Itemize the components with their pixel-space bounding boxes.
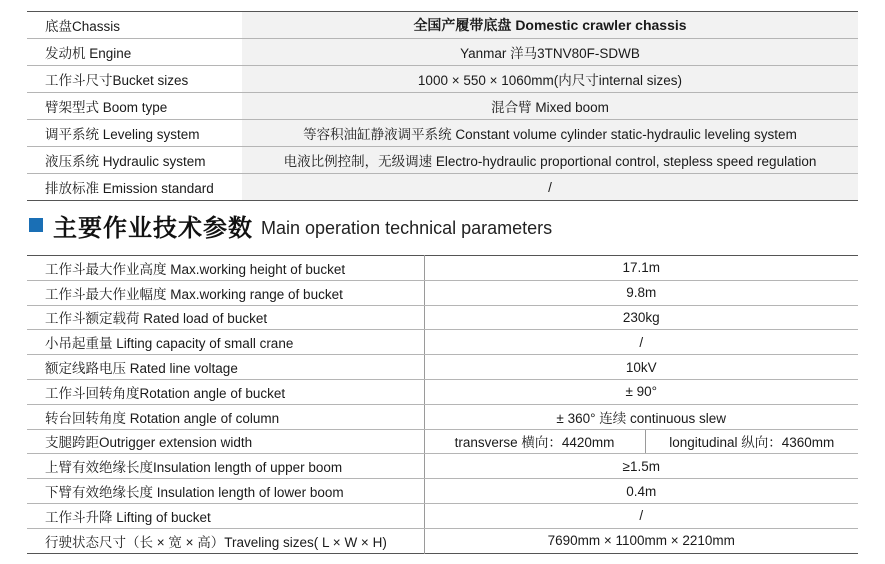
table-row [27,454,858,479]
param-label: 工作斗最大作业高度 Max.working height of bucket [27,256,424,281]
param-value: 10kV [424,355,858,380]
param-value: / [424,503,858,528]
spec-label: 底盘Chassis [27,12,242,39]
table-row [27,305,858,330]
param-value-transverse: transverse 横向：4420mm [424,429,645,454]
table-row [27,479,858,504]
param-label: 行驶状态尺寸（长 × 宽 × 高）Traveling sizes( L × W × H) [45,534,387,550]
spec-label: 调平系统 Leveling system [27,120,242,147]
spec-label: 臂架型式 Boom type [27,93,242,120]
chassis-spec-table [27,11,858,201]
param-value: / [424,330,858,355]
param-label: 工作斗升降 Lifting of bucket [27,503,424,528]
table-row [27,147,858,174]
param-value: 0.4m [424,479,858,504]
param-value: 230kg [424,305,858,330]
table-row [27,280,858,305]
spec-label: 工作斗尺寸Bucket sizes [27,66,242,93]
param-label: 支腿跨距Outrigger extension width [27,429,424,454]
param-value: 7690mm × 1100mm × 2210mm [424,528,858,553]
spec-value: 等容积油缸静液调平系统 Constant volume cylinder static-hydraulic leveling system [242,120,858,147]
operation-params-table [27,255,858,554]
table-row [27,12,858,39]
param-value-longitudinal: longitudinal 纵向：4360mm [645,429,858,454]
table-row [27,503,858,528]
table-row [27,256,858,281]
param-value: 17.1m [424,256,858,281]
table-row [27,355,858,380]
param-value: ± 360° 连续 continuous slew [424,404,858,429]
spec-value: 混合臂 Mixed boom [242,93,858,120]
spec-value: 1000 × 550 × 1060mm(内尺寸internal sizes) [242,66,858,93]
table-row [27,429,858,454]
table-row [27,379,858,404]
spec-label: 液压系统 Hydraulic system [27,147,242,174]
param-label: 工作斗额定载荷 Rated load of bucket [27,305,424,330]
spec-value: 全国产履带底盘 Domestic crawler chassis [242,12,858,39]
square-bullet-icon [29,218,43,232]
param-value: ± 90° [424,379,858,404]
table-row [27,93,858,120]
table-row [27,39,858,66]
section-heading [29,208,552,242]
param-value: ≥1.5m [424,454,858,479]
table-row [27,528,858,553]
table-row [27,66,858,93]
param-label: 工作斗回转角度Rotation angle of bucket [27,379,424,404]
param-label: 上臂有效绝缘长度Insulation length of upper boom [27,454,424,479]
table-row [27,330,858,355]
section-title-cn: 主要作业技术参数 [53,214,253,242]
spec-label: 发动机 Engine [27,39,242,66]
param-value: 9.8m [424,280,858,305]
param-label: 下臂有效绝缘长度 Insulation length of lower boom [27,479,424,504]
spec-value: / [242,174,858,201]
spec-value: Yanmar 洋马3TNV80F-SDWB [242,39,858,66]
param-label: 工作斗最大作业幅度 Max.working range of bucket [27,280,424,305]
table-row [27,174,858,201]
table-row [27,120,858,147]
spec-value: 电液比例控制，无级调速 Electro-hydraulic proportional control, stepless speed regulation [242,147,858,174]
table-row [27,404,858,429]
section-title-en: Main operation technical parameters [261,217,553,238]
param-label: 额定线路电压 Rated line voltage [27,355,424,380]
param-label: 小吊起重量 Lifting capacity of small crane [27,330,424,355]
spec-label: 排放标准 Emission standard [27,174,242,201]
param-label: 转台回转角度 Rotation angle of column [27,404,424,429]
